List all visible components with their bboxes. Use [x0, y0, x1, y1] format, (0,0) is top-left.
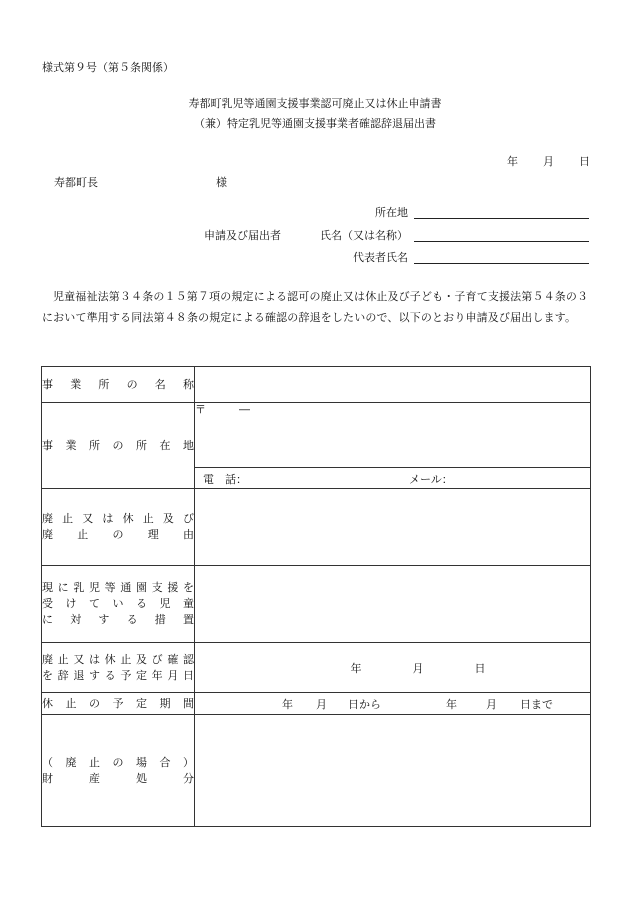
from-day: 日から	[348, 697, 381, 711]
property-disposal-label: （廃止の場合） 財産処分	[42, 715, 195, 827]
facility-address-label: 事業所の所在地	[42, 403, 195, 489]
representative-field[interactable]	[414, 262, 589, 264]
address-label: 所在地	[375, 206, 408, 219]
suspension-period-field[interactable]	[195, 693, 591, 715]
date-year: 年	[507, 155, 518, 168]
scheduled-date-label: 廃止又は休止及び確認 を辞退する予定年月日	[42, 643, 195, 693]
body-paragraph: 児童福祉法第３４条の１５第７項の規定による認可の廃止又は休止及び子ども・子育て支援法第５４条の３において準用する同法第４８条の規定による確認の辞退をしたいので、以下のとおり申請及び届出します。	[42, 290, 589, 324]
name-field[interactable]	[414, 240, 589, 242]
contact-row	[195, 468, 591, 489]
reason-field[interactable]	[195, 489, 591, 566]
address-field[interactable]	[414, 217, 589, 219]
postal-code-field[interactable]	[195, 403, 591, 468]
document-subtitle: （兼）特定乳児等通園支援事業者確認辞退届出書	[194, 117, 436, 130]
facility-name-label: 事業所の名称	[42, 367, 195, 403]
representative-label: 代表者氏名	[353, 251, 408, 264]
form-number: 様式第９号（第５条関係）	[42, 61, 174, 74]
to-month: 月	[486, 697, 497, 711]
phone-label: 電 話：	[203, 473, 247, 486]
date-month: 月	[543, 155, 554, 168]
property-disposal-field[interactable]	[195, 715, 591, 827]
scheduled-month: 月	[412, 661, 424, 675]
document-title: 寿都町乳児等通園支援事業認可廃止又は休止申請書	[188, 97, 442, 110]
to-year: 年	[446, 697, 457, 711]
suspension-label: 休止の予定期間	[42, 693, 195, 715]
name-label: 氏名（又は名称）	[320, 229, 408, 242]
scheduled-day: 日	[474, 661, 486, 675]
applicant-role-label: 申請及び届出者	[204, 229, 281, 242]
from-month: 月	[316, 697, 327, 711]
measures-field[interactable]	[195, 566, 591, 643]
measures-label: 現に乳児等通園支援を 受けている児童 に対する措置	[42, 566, 195, 643]
scheduled-date-field[interactable]	[195, 643, 591, 693]
reason-label: 廃止又は休止及び 廃止の理由	[42, 489, 195, 566]
to-day: 日まで	[520, 697, 553, 711]
from-year: 年	[282, 697, 293, 711]
facility-name-field[interactable]	[195, 367, 591, 403]
addressee-name: 寿都町長	[54, 176, 98, 189]
email-label: メール：	[409, 473, 453, 486]
postal-mark: 〒 ―	[195, 403, 250, 416]
addressee-honorific: 様	[216, 176, 227, 189]
submission-date	[507, 155, 590, 169]
scheduled-year: 年	[350, 661, 362, 675]
application-table	[41, 366, 591, 827]
date-day: 日	[579, 155, 590, 168]
